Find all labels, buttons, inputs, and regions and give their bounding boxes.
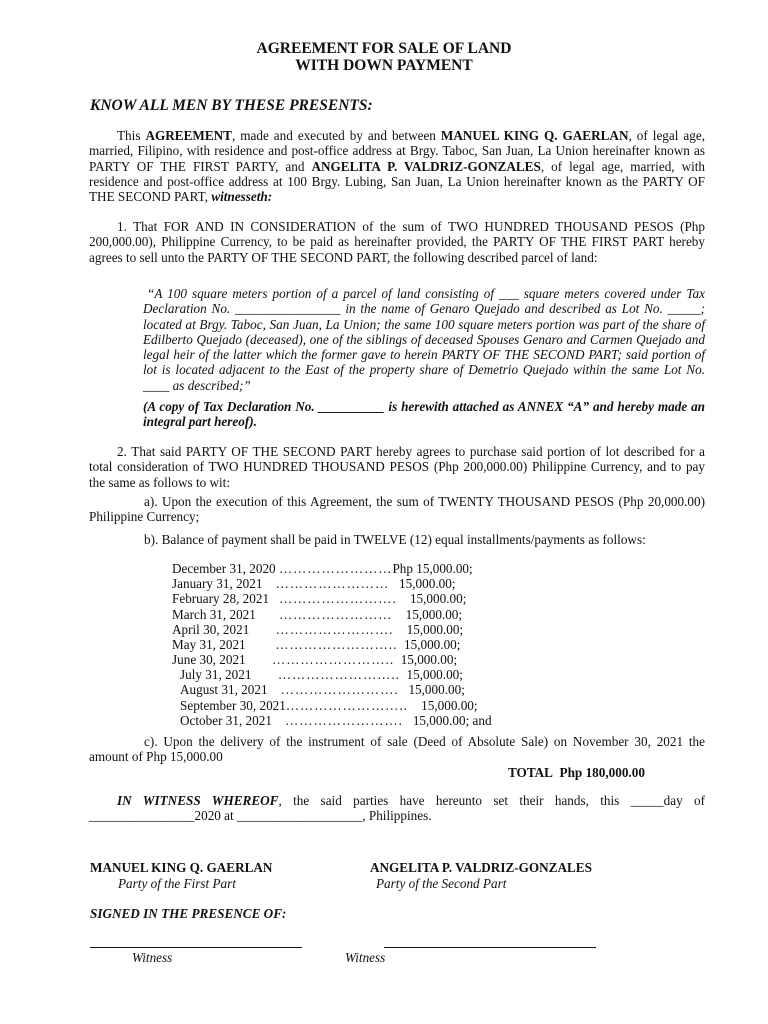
- schedule-amount: 15,000.00;: [406, 622, 464, 637]
- witness-whereof-term: IN WITNESS WHEREOF: [117, 793, 279, 808]
- preamble-heading: KNOW ALL MEN BY THESE PRESENTS:: [90, 97, 373, 114]
- clause-2b: b). Balance of payment shall be paid in TWELVE (12) equal installments/payments as follows:: [144, 532, 646, 547]
- schedule-dots: ……………………: [278, 607, 393, 622]
- schedule-row: [172, 561, 473, 576]
- intro-text: , made and executed by and between: [231, 128, 436, 143]
- first-party-name: MANUEL KING Q. GAERLAN: [440, 128, 629, 143]
- schedule-amount: 15,000.00;: [400, 652, 458, 667]
- schedule-amount: 15,000.00; and: [412, 713, 492, 728]
- schedule-date: May 31, 2021: [172, 637, 246, 652]
- schedule-row: [172, 576, 455, 591]
- document-title: AGREEMENT FOR SALE OF LAND: [256, 40, 512, 57]
- schedule-dots: ……………………: [278, 561, 393, 576]
- first-party-role: Party of the First Part: [118, 876, 236, 891]
- total-amount: Php 180,000.00: [559, 765, 645, 780]
- witnesseth-term: witnesseth:: [211, 189, 273, 205]
- schedule-amount: 15,000.00;: [406, 667, 463, 682]
- schedule-date: September 30, 2021: [180, 698, 286, 713]
- schedule-amount: 15,000.00;: [409, 591, 467, 606]
- witness-1-label: Witness: [132, 950, 173, 965]
- schedule-amount: 15,000.00;: [404, 637, 461, 652]
- second-party-role: Party of the Second Part: [376, 876, 507, 891]
- schedule-amount: 15,000.00;: [408, 682, 465, 697]
- schedule-dots: ……………………..: [272, 652, 395, 667]
- schedule-row: [180, 667, 463, 682]
- document-subtitle: WITH DOWN PAYMENT: [295, 57, 473, 74]
- schedule-date: April 30, 2021: [172, 622, 250, 637]
- witness-clause: [89, 793, 705, 824]
- signed-in-presence-heading: SIGNED IN THE PRESENCE OF:: [90, 906, 287, 921]
- second-party-signatory: ANGELITA P. VALDRIZ-GONZALES: [370, 860, 592, 875]
- schedule-dots: …………………….: [280, 682, 399, 697]
- intro-text: , of legal age, married, Filipino, with residence and post-office address at Brgy. Taboc, San Juan, La Union hereinafter known as PARTY OF THE FIRST PARTY, and: [89, 128, 706, 174]
- schedule-date: October 31, 2021: [180, 713, 272, 728]
- land-description-quote: “A 100 square meters portion of a parcel of land consisting of ___ square meters covered under Tax Declaration No. ________________ in the name of Genaro Quejado and described as Lot No. _____; located at Brgy. Taboc, San Juan, La Union; the same 100 square meters portion was part of the share of Edilberto Quejado (deceased), one of the siblings of deceased Spouses Genaro and Carmen Quejado and legal heir of the latter which the former gave to herein PARTY OF THE SECOND PART; said portion of lot is located adjacent to the East of the property share of Demetrio Quejado within the same Lot No. ____ as described;”: [143, 286, 705, 393]
- schedule-row: [180, 682, 465, 697]
- intro-paragraph: [89, 128, 705, 204]
- schedule-row: [172, 652, 457, 667]
- schedule-dots: ……………………: [275, 576, 390, 591]
- schedule-date: January 31, 2021: [172, 576, 263, 591]
- schedule-amount: Php 15,000.00;: [392, 561, 473, 576]
- schedule-dots: …………………….: [275, 622, 394, 637]
- intro-text: , of legal age, married, with residence and post-office address at 100 Brgy. Lubing, San Juan, La Union hereinafter known as the PARTY OF THE SECOND PART,: [89, 158, 706, 205]
- second-party-name: ANGELITA P. VALDRIZ-GONZALES: [311, 158, 541, 174]
- schedule-row: [180, 698, 478, 713]
- schedule-row: [172, 637, 460, 652]
- total-line: [508, 765, 645, 781]
- clause-2a: a). Upon the execution of this Agreement, the sum of TWENTY THOUSAND PESOS (Php 20,000.00) Philippine Currency;: [89, 494, 705, 525]
- clause-1: 1. That FOR AND IN CONSIDERATION of the sum of TWO HUNDRED THOUSAND PESOS (Php 200,000.00), Philippine Currency, to be paid as hereinafter provided, the PARTY OF THE FIRST PART hereby agrees to sell unto the PARTY OF THE SECOND PART, the following described parcel of land:: [89, 219, 705, 265]
- schedule-amount: 15,000.00;: [405, 607, 463, 622]
- schedule-amount: 15,000.00;: [399, 576, 456, 591]
- first-party-signatory: MANUEL KING Q. GAERLAN: [90, 860, 273, 875]
- installment-schedule: [0, 561, 768, 731]
- schedule-date: March 31, 2021: [172, 607, 256, 622]
- clause-2c: c). Upon the delivery of the instrument of sale (Deed of Absolute Sale) on November 30, 2021 the amount of Php 15,000.00: [89, 734, 705, 765]
- witness-2-signature-line: [384, 947, 596, 948]
- schedule-date: February 28, 2021: [172, 591, 270, 606]
- intro-text: This: [117, 128, 141, 143]
- schedule-dots: ……………………..: [275, 637, 398, 652]
- schedule-dots: ……………………..: [277, 667, 400, 682]
- clause-2: 2. That said PARTY OF THE SECOND PART hereby agrees to purchase said portion of lot described for a total consideration of TWO HUNDRED THOUSAND PESOS (Php 200,000.00) Philippine Currency, and to pay the same as follows to wit:: [89, 444, 705, 490]
- schedule-date: August 31, 2021: [180, 682, 268, 697]
- schedule-row: [172, 607, 462, 622]
- schedule-row: [180, 713, 492, 728]
- schedule-date: July 31, 2021: [180, 667, 252, 682]
- schedule-row: [172, 622, 463, 637]
- witness-2-label: Witness: [345, 950, 386, 965]
- total-label: TOTAL: [508, 765, 553, 780]
- schedule-dots: …………………….: [278, 591, 397, 606]
- schedule-date: June 30, 2021: [172, 652, 246, 667]
- schedule-date: December 31, 2020: [172, 561, 276, 576]
- schedule-amount: 15,000.00;: [421, 698, 478, 713]
- schedule-dots: …………………….: [285, 713, 403, 728]
- annex-note: (A copy of Tax Declaration No. __________ is herewith attached as ANNEX “A” and hereby made an integral part hereof).: [143, 399, 705, 430]
- schedule-dots: ……………………..: [285, 698, 408, 713]
- schedule-row: [172, 591, 466, 606]
- agreement-term: AGREEMENT: [145, 128, 232, 143]
- witness-1-signature-line: [90, 947, 302, 948]
- witness-clause-text: , the said parties have hereunto set their hands, this _____day of ________________2020 at ___________________, Philippines.: [89, 793, 705, 824]
